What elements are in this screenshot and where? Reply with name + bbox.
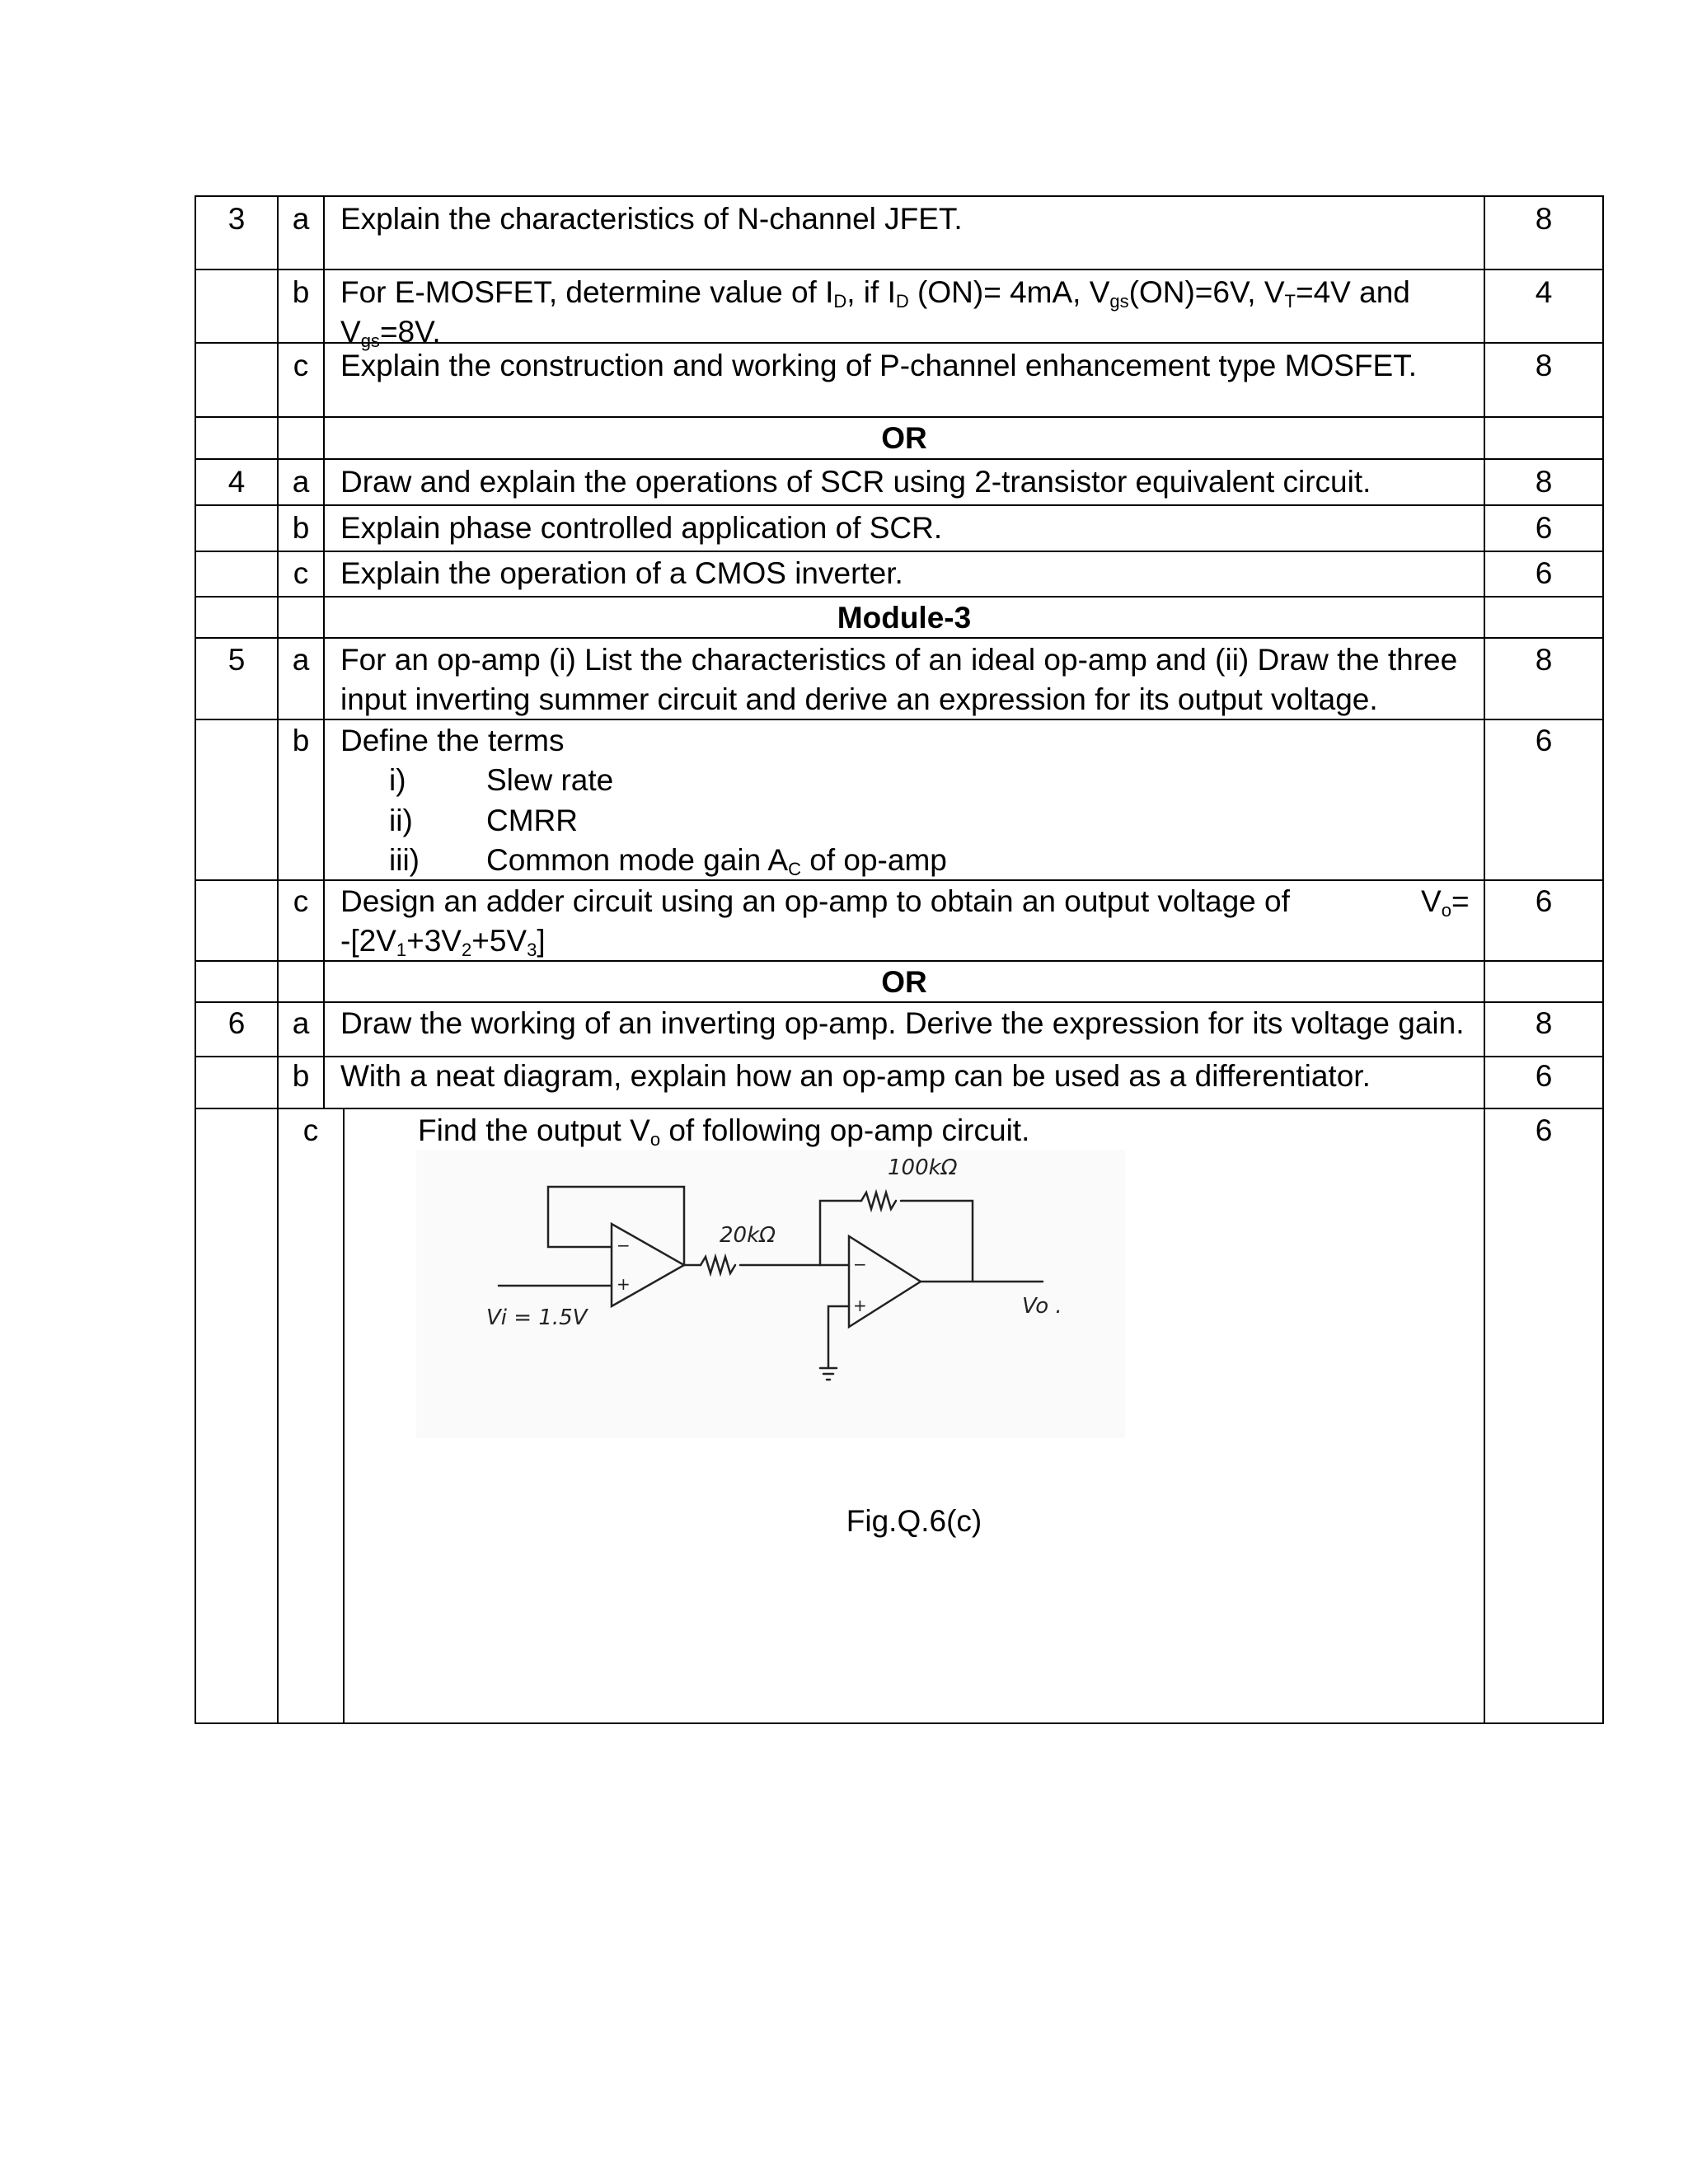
question-text-line: $-[2V_1+3V_2+5V_3]$ xyxy=(340,924,546,960)
question-number: 5 xyxy=(227,643,246,677)
figure-caption: Fig.Q.6(c) xyxy=(846,1504,982,1538)
sub-label: a xyxy=(292,643,310,677)
question-text: Define the terms xyxy=(340,724,565,757)
svg-text:+: + xyxy=(617,1274,631,1294)
question-text-line: input inverting summer circuit and derive an expression for its output voltage. xyxy=(340,682,1378,716)
marks: 6 xyxy=(1535,1059,1553,1093)
svg-text:−: − xyxy=(617,1235,631,1255)
sub-label: c xyxy=(293,556,309,590)
list-number: iii) xyxy=(389,843,420,877)
list-item: Slew rate xyxy=(486,763,614,797)
sub-label: b xyxy=(292,275,310,309)
question-text: Explain the construction and working of P-channel enhancement type MOSFET. xyxy=(340,349,1417,382)
question-text: For E-MOSFET, determine value of $I_D$, if $I_D$ (ON)= 4mA, $V_{gs}(ON)=6V$, $V_T=4V$ and $V_{gs}=8V$. xyxy=(340,275,1410,351)
question-number: 3 xyxy=(227,202,246,236)
input-voltage-label: Vi = 1.5V xyxy=(486,1305,588,1330)
list-item: CMRR xyxy=(486,804,578,837)
module-heading: Module-3 xyxy=(837,601,972,635)
or-separator: OR xyxy=(881,965,927,999)
marks: 8 xyxy=(1535,349,1553,382)
question-text: Explain the characteristics of N-channel JFET. xyxy=(340,202,963,236)
sub-label: c xyxy=(293,884,309,918)
marks: 8 xyxy=(1535,643,1553,677)
svg-text:−: − xyxy=(853,1254,867,1274)
list-number: ii) xyxy=(389,804,413,837)
list-item: Common mode gain $A_C$ of op-amp xyxy=(486,843,947,879)
question-number: 4 xyxy=(227,465,246,499)
sub-label: a xyxy=(292,1006,310,1040)
question-text: Draw and explain the operations of SCR using 2-transistor equivalent circuit. xyxy=(340,465,1372,499)
sub-label: b xyxy=(292,1059,310,1093)
output-label: Vo . xyxy=(1022,1294,1062,1319)
sub-label: c xyxy=(302,1113,319,1147)
sub-label: b xyxy=(292,724,310,757)
question-text: Draw the working of an inverting op-amp. Derive the expression for its voltage gain. xyxy=(340,1006,1465,1040)
output-voltage-label: $V_o=$ xyxy=(1421,884,1470,921)
or-separator: OR xyxy=(881,421,927,455)
sub-label: b xyxy=(292,511,310,545)
sub-label: c xyxy=(293,349,309,382)
question-number: 6 xyxy=(227,1006,246,1040)
marks: 6 xyxy=(1535,556,1553,590)
marks: 6 xyxy=(1535,724,1553,757)
resistor-20k-label: 20kΩ xyxy=(720,1223,776,1248)
sub-label: a xyxy=(292,202,310,236)
question-text: Find the output $V_o$ of following op-amp circuit. xyxy=(418,1113,1030,1150)
question-text: With a neat diagram, explain how an op-amp can be used as a differentiator. xyxy=(340,1059,1371,1093)
list-number: i) xyxy=(389,763,406,797)
question-text: Explain phase controlled application of SCR. xyxy=(340,511,943,545)
marks: 6 xyxy=(1535,1113,1553,1147)
marks: 8 xyxy=(1535,465,1553,499)
question-text: Explain the operation of a CMOS inverter. xyxy=(340,556,903,590)
marks: 4 xyxy=(1535,275,1553,309)
marks: 6 xyxy=(1535,511,1553,545)
sub-label: a xyxy=(292,465,310,499)
marks: 8 xyxy=(1535,1006,1553,1040)
question-text-line: For an op-amp (i) List the characteristics of an ideal op-amp and (ii) Draw the three xyxy=(340,643,1458,677)
marks: 8 xyxy=(1535,202,1553,236)
svg-text:+: + xyxy=(853,1296,867,1315)
question-text-line: Design an adder circuit using an op-amp to obtain an output voltage of xyxy=(340,884,1290,918)
marks: 6 xyxy=(1535,884,1553,918)
resistor-100k-label: 100kΩ xyxy=(888,1155,958,1180)
opamp-circuit-figure xyxy=(416,1150,1125,1438)
